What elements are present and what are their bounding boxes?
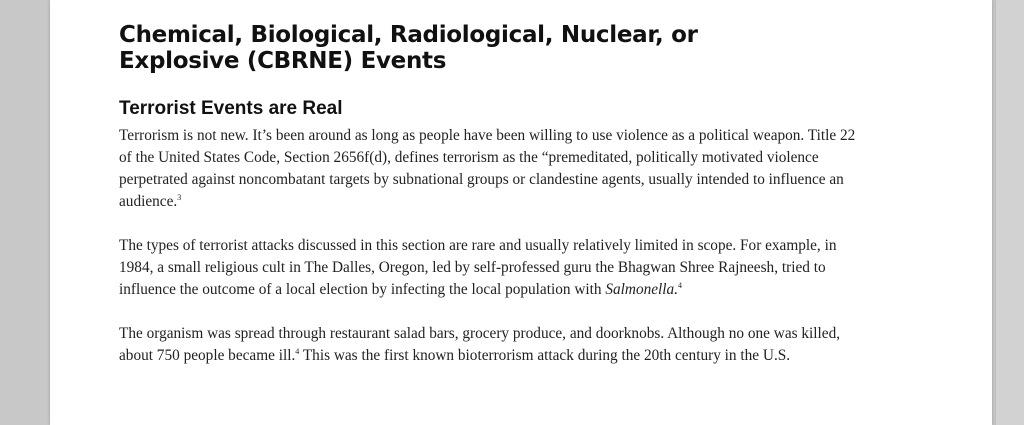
paragraph-3: [119, 323, 869, 367]
paragraph-2-italic: Salmonella.: [605, 281, 679, 298]
title-line-2: Explosive (CBRNE) Events: [119, 48, 447, 74]
document-page: [50, 0, 992, 425]
title-line-1: Chemical, Biological, Radiological, Nuclear, or: [119, 22, 698, 48]
paragraph-1: [119, 125, 869, 213]
viewer-right-margin: [995, 0, 1024, 425]
footnote-ref-4: 4: [678, 281, 683, 290]
page-content: [119, 22, 869, 367]
page-title: [119, 22, 869, 74]
paragraph-3-text-after: This was the first known bioterrorism attack during the 20th century in the U.S.: [299, 347, 791, 364]
paragraph-1-text: Terrorism is not new. It’s been around as long as people have been willing to use violence as a political weapon. Title 22 of the United States Code, Section 2656f(d), defines terrorism as the “premeditated, politically motivated violence perpetrated against noncombatant targets by subnational groups or clandestine agents, usually intended to influence an audience.: [119, 127, 856, 210]
paragraph-2: [119, 235, 869, 301]
paragraph-2-text: The types of terrorist attacks discussed in this section are rare and usually relatively limited in scope. For example, in 1984, a small religious cult in The Dalles, Oregon, led by self-professed guru the Bhagwan Shree Rajneesh, tried to influence the outcome of a local election by infecting the local population with: [119, 237, 837, 298]
section-heading: Terrorist Events are Real: [119, 98, 343, 119]
footnote-ref-4b: 4: [295, 347, 300, 356]
footnote-ref-3: 3: [177, 193, 182, 202]
paragraph-3-text-before: The organism was spread through restaurant salad bars, grocery produce, and doorknobs. Although no one was killed, about 750 people became ill.: [119, 325, 841, 364]
